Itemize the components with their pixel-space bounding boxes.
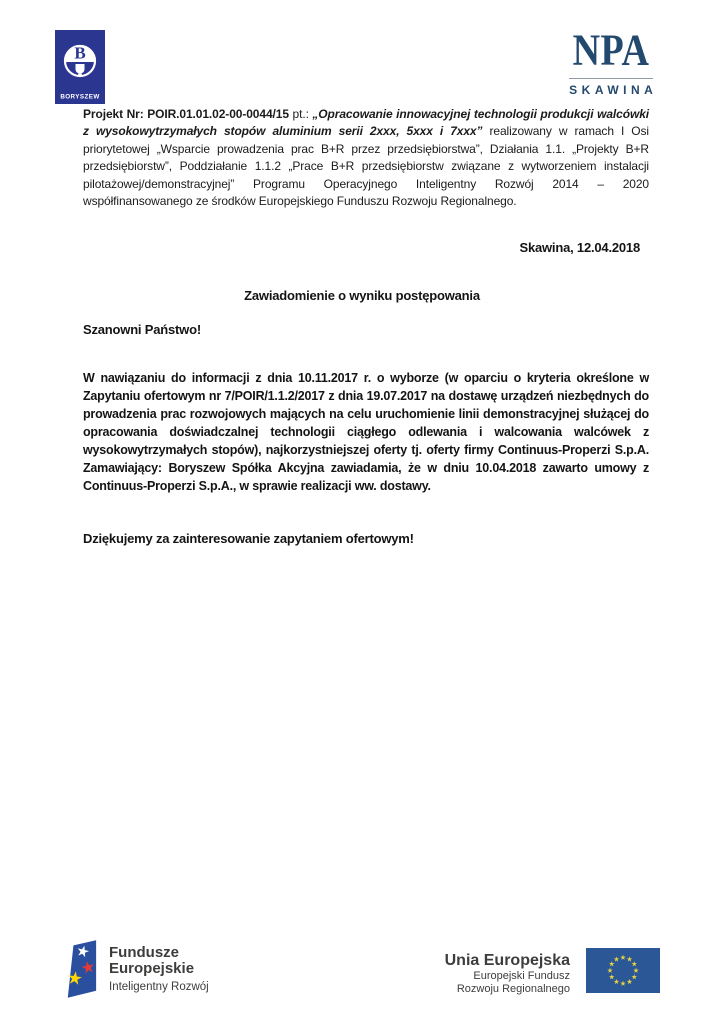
boryszew-logo-wordmark: BORYSZEW xyxy=(60,93,100,101)
closing-line: Dziękujemy za zainteresowanie zapytaniem ofertowym! xyxy=(83,531,414,546)
unia-europejska-text xyxy=(445,952,570,996)
fundusze-europejskie-logo xyxy=(64,938,209,1000)
eu-text-line2: Europejski Fundusz xyxy=(473,970,570,982)
npa-logo xyxy=(568,25,658,97)
npa-logo-divider xyxy=(569,78,653,79)
fe-text-line2: Europejskie xyxy=(109,960,195,977)
letter-title: Zawiadomienie o wyniku postępowania xyxy=(244,288,480,303)
salutation: Szanowni Państwo! xyxy=(83,322,201,337)
boryszew-emblem-letter: B xyxy=(74,43,86,63)
project-funding-paragraph xyxy=(83,106,649,210)
boryszew-logo-icon xyxy=(55,30,105,104)
project-number: Projekt Nr: POIR.01.01.02-00-0044/15 xyxy=(83,107,289,121)
letter-body-paragraph: W nawiązaniu do informacji z dnia 10.11.2017 r. o wyborze (w oparciu o kryteria określone w Zapytaniu ofertowym nr 7/POIR/1.1.2/2017 z dnia 19.07.2017 na dostawę urządzeń niezbędnych do prowadzenia prac rozwojowych mających na celu uruchomienie linii demonstracyjnej służącej do opracowania doświadczalnej technologii ciągłego odlewania i walcowania walcówek z wysokowytrzymałych stopów), najkorzystniejszej oferty tj. oferty firmy Continuus-Properzi S.p.A. Zamawiający: Boryszew Spółka Akcyjna zawiadamia, że w dniu 10.04.2018 zawarto umowy z Continuus-Properzi S.p.A., w sprawie realizacji ww. dostawy. xyxy=(83,371,649,493)
npa-logo-city: SKAWINA xyxy=(569,83,658,97)
eu-text-line1: Unia Europejska xyxy=(444,952,570,969)
fundusze-europejskie-flag-icon xyxy=(64,938,98,1000)
boryszew-emblem-goblet-stem xyxy=(78,74,82,76)
fundusze-europejskie-text xyxy=(109,938,209,994)
fe-text-line3: Inteligentny Rozwój xyxy=(109,981,209,993)
project-title: „Opracowanie innowacyjnej technologii produkcji walcówki z wysokowytrzymałych stopów aluminium serii 2xxx, 5xxx i 7xxx” xyxy=(83,107,650,139)
fe-flag-shape xyxy=(68,940,96,998)
project-pt-label: pt.: xyxy=(288,107,313,121)
npa-logo-acronym: NPA xyxy=(572,25,650,76)
eu-flag-icon xyxy=(586,948,660,993)
fe-text-line1: Fundusze xyxy=(109,944,179,961)
project-description: realizowany w ramach I Osi priorytetowej „Wsparcie prowadzenia prac B+R przez przedsiębiorstwa”, Działania 1.1. „Projekty B+R przedsiębiorstw”, Poddziałanie 1.1.2 „Prace B+R przedsiębiorstw związane z wytworzeniem instalacji pilotażowej/demonstracyjnej” Programu Operacyjnego Inteligentny Rozwój 2014 – 2020 współfinansowanego ze środków Europejskiego Funduszu Rozwoju Regionalnego. xyxy=(83,124,649,209)
boryszew-emblem-goblet xyxy=(76,64,85,74)
eu-text-line3: Rozwoju Regionalnego xyxy=(456,983,570,995)
dateline: Skawina, 12.04.2018 xyxy=(519,240,640,255)
